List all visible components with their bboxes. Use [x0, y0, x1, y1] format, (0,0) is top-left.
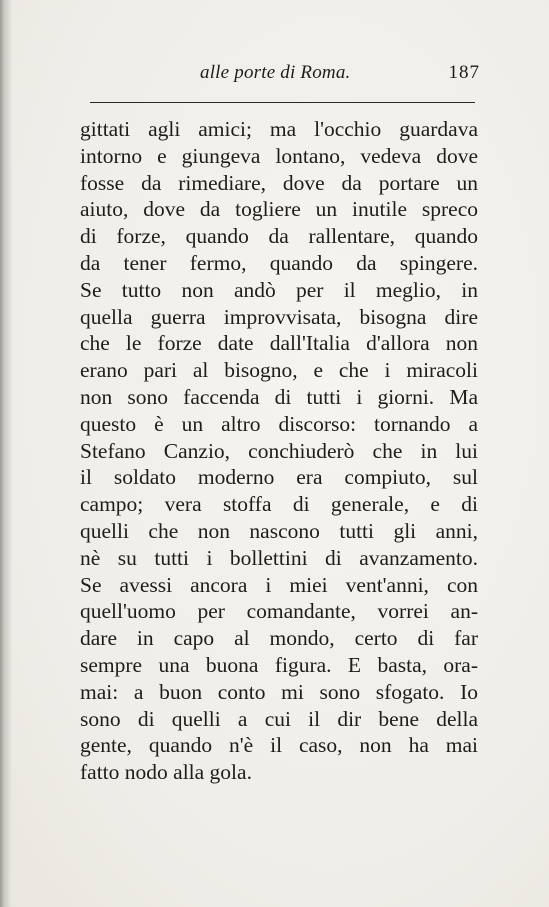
body-text [80, 116, 478, 786]
text-line: sono di quelli a cui il dir bene della [80, 706, 478, 731]
page-header [80, 62, 480, 90]
text-line: questo è un altro discorso: tornando a [80, 411, 478, 436]
text-line: Se avessi ancora i miei vent'anni, con [80, 572, 478, 597]
text-line: erano pari al bisogno, e che i miracoli [80, 358, 478, 383]
text-line: quell'uomo per comandante, vorrei an- [80, 599, 478, 624]
text-line: fatto nodo alla gola. [80, 760, 252, 785]
text-line: non sono faccenda di tutti i giorni. Ma [80, 384, 478, 409]
header-rule [90, 102, 475, 103]
text-line: Se tutto non andò per il meglio, in [80, 277, 478, 302]
text-line: Stefano Canzio, conchiuderò che in lui [80, 438, 478, 463]
text-line: che le forze date dall'Italia d'allora non [80, 331, 478, 356]
text-line: il soldato moderno era compiuto, sul [80, 465, 478, 490]
text-line: mai: a buon conto mi sono sfogato. Io [80, 679, 478, 704]
text-line: nè su tutti i bollettini di avanzamento. [80, 545, 478, 570]
text-line: da tener fermo, quando da spingere. [80, 250, 478, 275]
text-line: quella guerra improvvisata, bisogna dire [80, 304, 478, 329]
running-title: alle porte di Roma. [200, 62, 351, 83]
page-number: 187 [448, 62, 480, 83]
text-line: quelli che non nascono tutti gli anni, [80, 518, 478, 543]
text-line: sempre una buona figura. E basta, ora- [80, 652, 478, 677]
text-line: di forze, quando da rallentare, quando [80, 224, 478, 249]
page-binding-edge [0, 0, 12, 907]
text-line: fosse da rimediare, dove da portare un [80, 170, 478, 195]
text-line: intorno e giungeva lontano, vedeva dove [80, 143, 478, 168]
text-line: dare in capo al mondo, certo di far [80, 626, 478, 651]
text-line: aiuto, dove da togliere un inutile spreco [80, 197, 478, 222]
text-line: campo; vera stoffa di generale, e di [80, 492, 478, 517]
text-line: gente, quando n'è il caso, non ha mai [80, 733, 478, 758]
text-line: gittati agli amici; ma l'occhio guardava [80, 117, 478, 141]
